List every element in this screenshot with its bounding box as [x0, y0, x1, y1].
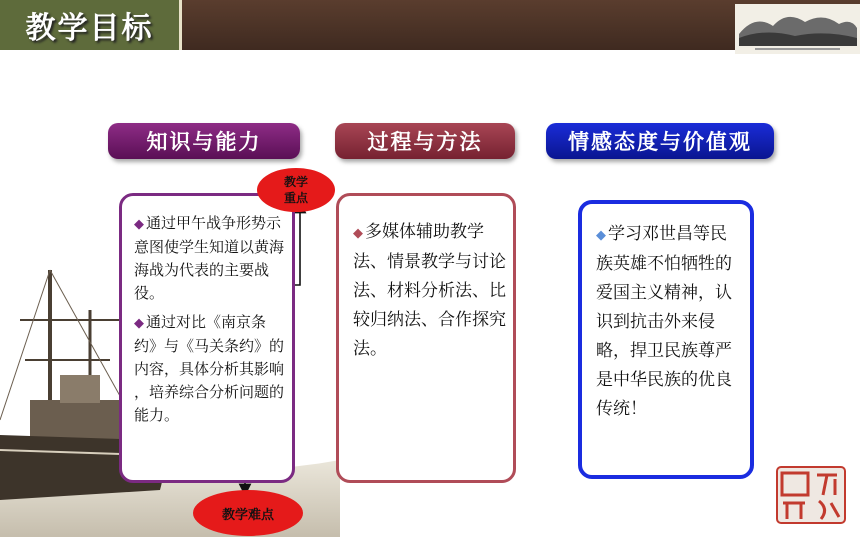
list-item [596, 220, 740, 424]
diamond-bullet-icon: ◆ [134, 217, 144, 232]
heading-knowledge-ability [108, 123, 300, 159]
diamond-bullet-icon: ◆ [353, 226, 363, 241]
item-text: 通过对比《南京条约》与《马关条约》的内容，具体分析其影响 ，培养综合分析问题的能力。 [134, 313, 285, 424]
diamond-bullet-icon: ◆ [596, 228, 606, 243]
card-process-method [336, 193, 516, 483]
list-item [134, 311, 284, 427]
item-text: 多媒体辅助教学法、情景教学与讨论法、材料分析法、比较归纳法、合作探究法。 [353, 222, 506, 359]
list-item [353, 218, 507, 364]
card-emotion-values [578, 200, 754, 479]
red-seal-stamp-icon [775, 465, 847, 525]
card-knowledge-ability [119, 193, 295, 483]
heading-emotion-values [546, 123, 774, 159]
page-title: 教学目标 [25, 11, 154, 46]
key-point-callout [257, 168, 335, 212]
heading-knowledge-ability-label: 知识与能力 [146, 129, 262, 154]
item-text: 通过甲午战争形势示意图使学生知道以黄海海战为代表的主要战役。 [134, 214, 285, 302]
header-photo-icon [735, 4, 860, 54]
list-item [134, 212, 284, 305]
title-box [0, 0, 182, 50]
diamond-bullet-icon: ◆ [134, 316, 144, 331]
heading-process-method [335, 123, 515, 159]
difficult-point-label: 教学难点 [221, 507, 274, 523]
heading-emotion-values-label: 情感态度与价值观 [568, 129, 752, 154]
header-bar [0, 0, 860, 50]
heading-process-method-label: 过程与方法 [367, 129, 483, 154]
item-text: 学习邓世昌等民族英雄不怕牺牲的爱国主义精神，认识到抗击外来侵略，捍卫民族尊严是中华民族的优良传统！ [596, 224, 732, 419]
key-point-label: 教学重点 [283, 175, 308, 205]
difficult-point-callout [193, 490, 303, 536]
